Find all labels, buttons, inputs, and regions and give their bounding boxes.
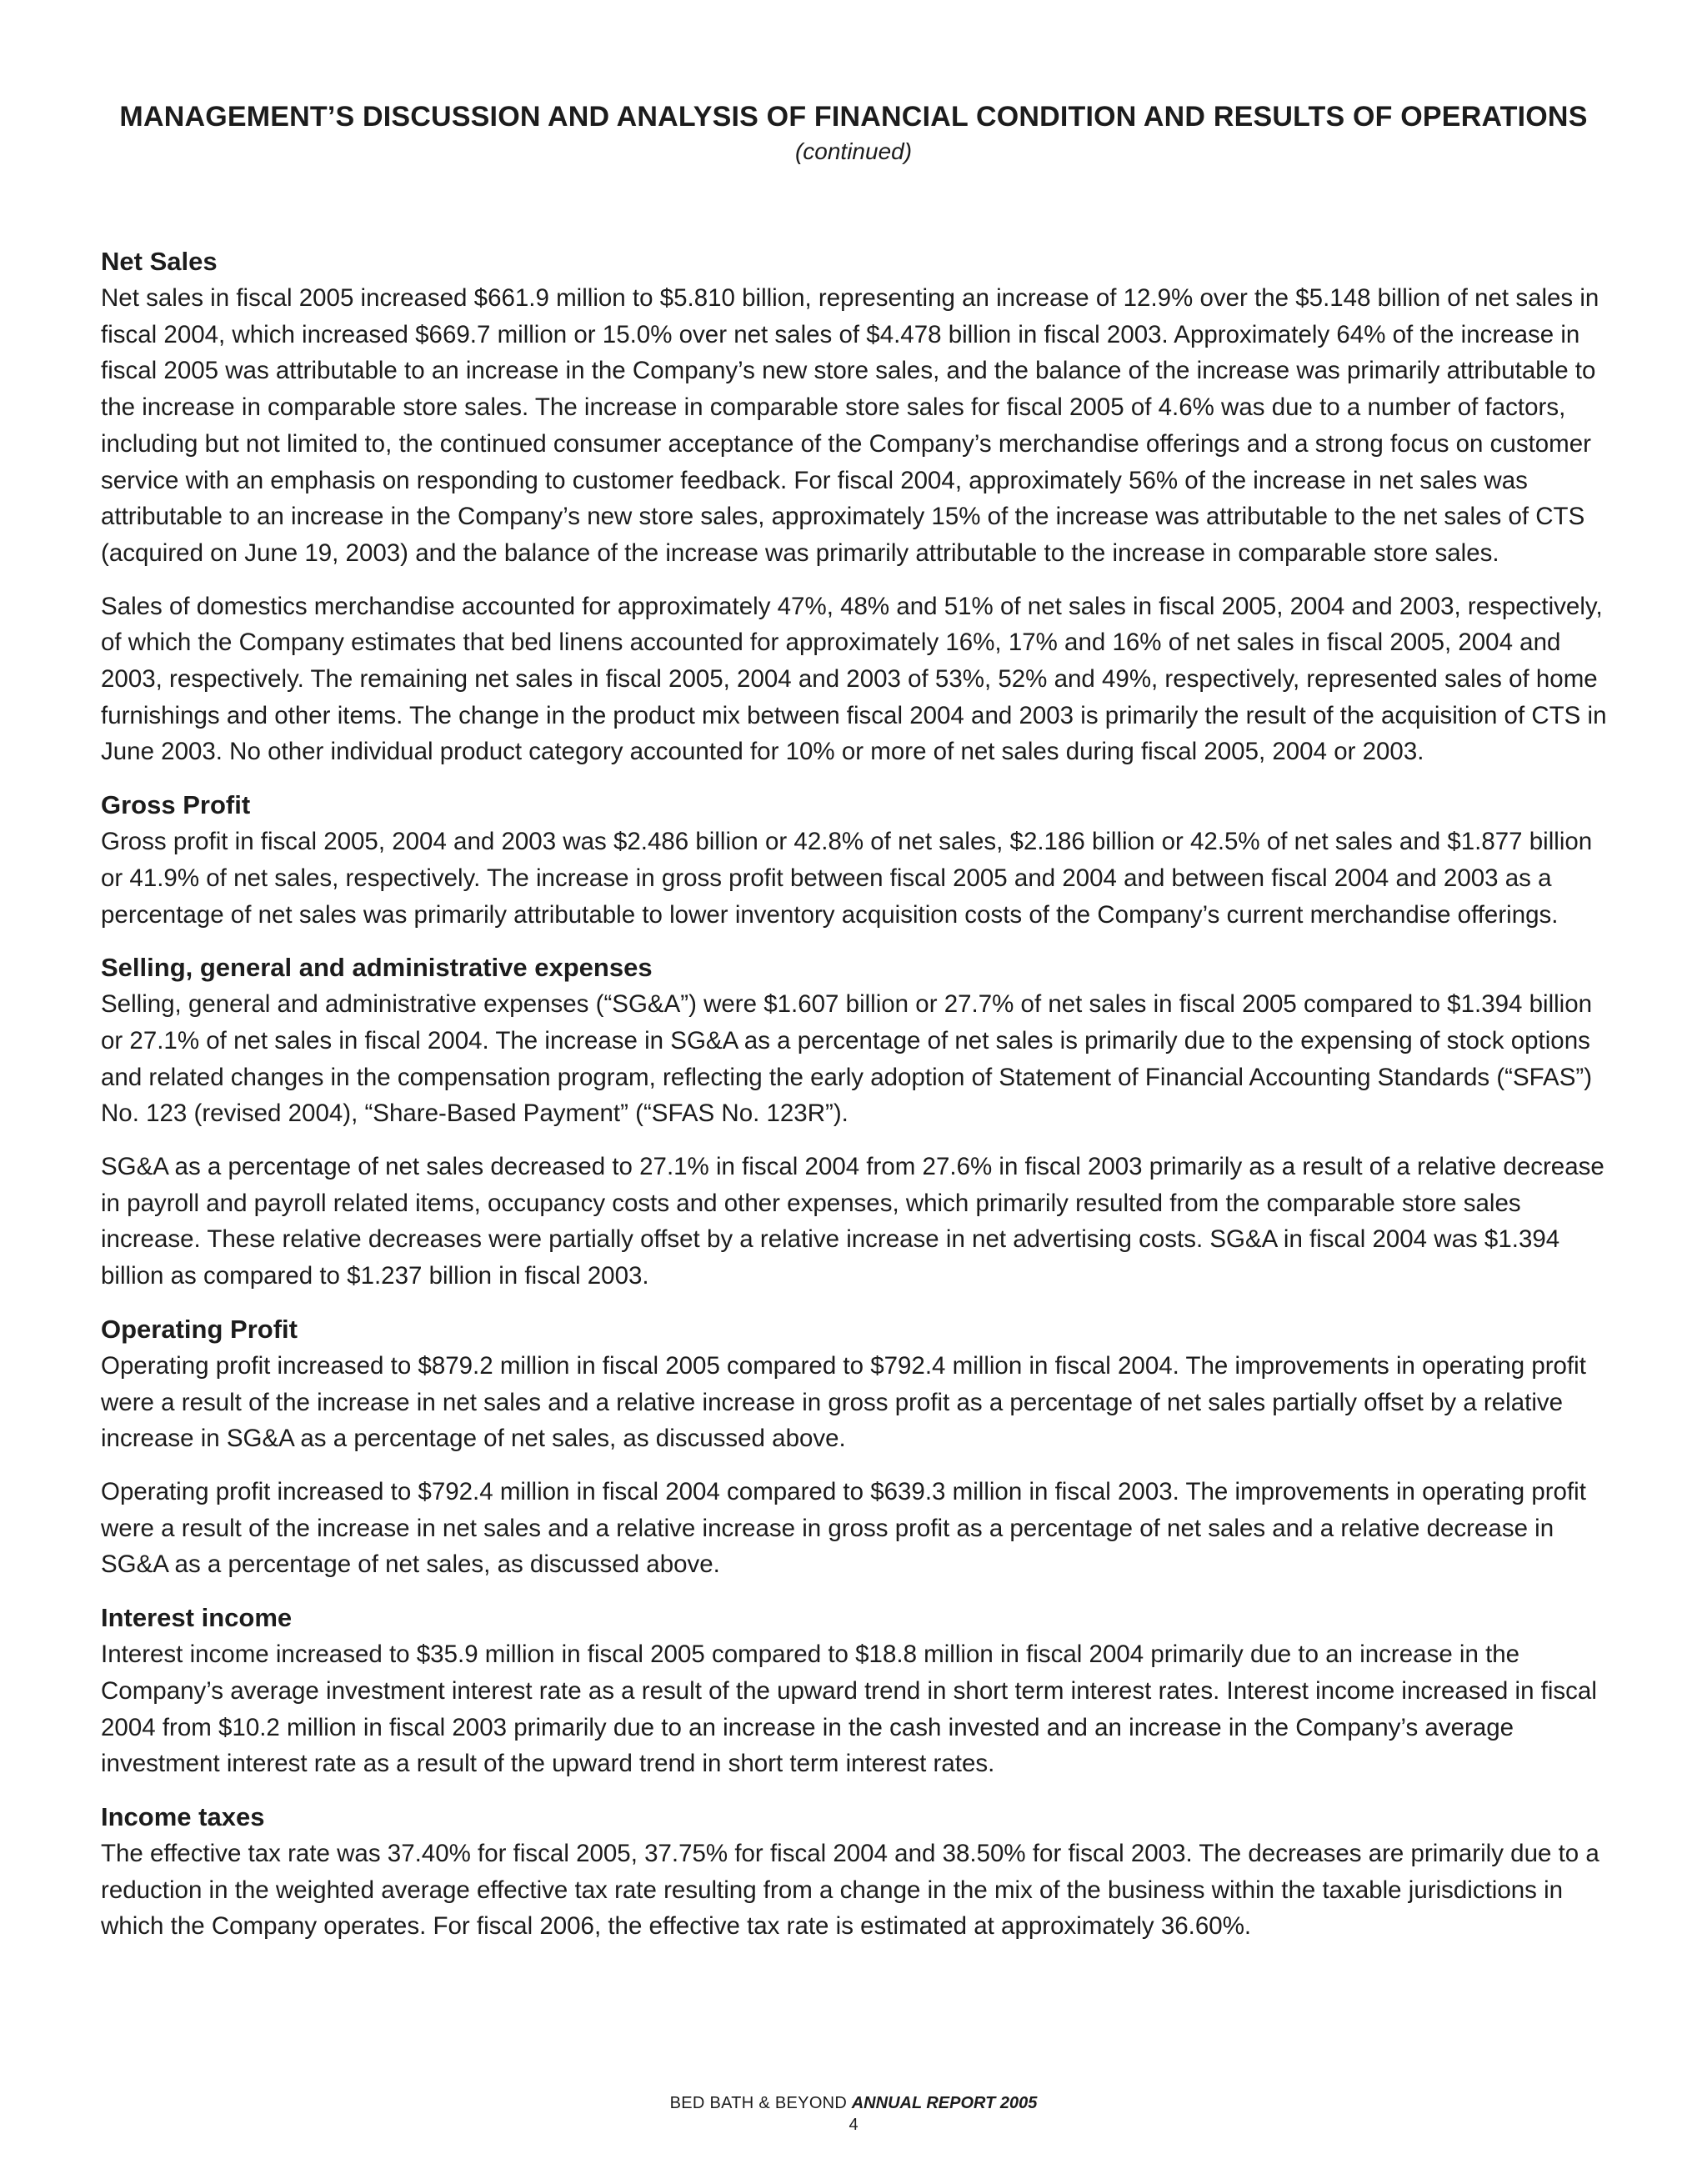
section-net-sales	[101, 243, 1618, 770]
section-operating-profit	[101, 1311, 1618, 1583]
paragraph: The effective tax rate was 37.40% for fiscal 2005, 37.75% for fiscal 2004 and 38.50% for fiscal 2003. The decreases are primarily due to a reduction in the weighted average effective tax rate resulting from a change in the mix of the business within the taxable jurisdictions in which the Company operates. For fiscal 2006, the effective tax rate is estimated at approximately 36.60%.	[101, 1839, 1599, 1941]
paragraph: SG&A as a percentage of net sales decreased to 27.1% in fiscal 2004 from 27.6% in fiscal 2003 primarily as a result of a relative decrease in payroll and payroll related items, occupancy costs and other expenses, which primarily resulted from the comparable store sales increase. These relative decreases were partially offset by a relative increase in net advertising costs. SG&A in fiscal 2004 was $1.394 billion as compared to $1.237 billion in fiscal 2003.	[101, 1153, 1604, 1290]
section-heading-operating-profit: Operating Profit	[101, 1314, 298, 1344]
section-interest-income	[101, 1600, 1618, 1782]
paragraph: Selling, general and administrative expenses (“SG&A”) were $1.607 billion or 27.7% of net sales in fiscal 2005 compared to $1.394 billion or 27.1% of net sales in fiscal 2004. The increase in SG&A as a percentage of net sales is primarily due to the expensing of stock options and related changes in the compensation program, reflecting the early adoption of Statement of Financial Accounting Standards (“SFAS”) No. 123 (revised 2004), “Share-Based Payment” (“SFAS No. 123R”).	[101, 990, 1593, 1128]
paragraph: Interest income increased to $35.9 million in fiscal 2005 compared to $18.8 million in fiscal 2004 primarily due to an increase in the Company’s average investment interest rate as a result of the upward trend in short term interest rates. Interest income increased in fiscal 2004 from $10.2 million in fiscal 2003 primarily due to an increase in the cash invested and an increase in the Company’s average investment interest rate as a result of the upward trend in short term interest rates.	[101, 1641, 1597, 1778]
section-gross-profit	[101, 787, 1618, 933]
paragraph: Net sales in fiscal 2005 increased $661.9 million to $5.810 billion, representing an increase of 12.9% over the $5.148 billion of net sales in fiscal 2004, which increased $669.7 million or 15.0% over net sales of $4.478 billion in fiscal 2003. Approximately 64% of the increase in fiscal 2005 was attributable to an increase in the Company’s new store sales, and the balance of the increase was primarily attributable to the increase in comparable store sales. The increase in comparable store sales for fiscal 2005 of 4.6% was due to a number of factors, including but not limited to, the continued consumer acceptance of the Company’s merchandise offerings and a strong focus on customer service with an emphasis on responding to customer feedback. For fiscal 2004, approximately 56% of the increase in net sales was attributable to an increase in the Company’s new store sales, approximately 15% of the increase was attributable to the net sales of CTS (acquired on June 19, 2003) and the balance of the increase was primarily attributable to the increase in comparable store sales.	[101, 284, 1599, 567]
page-number: 4	[848, 2116, 859, 2134]
paragraph: Sales of domestics merchandise accounted for approximately 47%, 48% and 51% of net sales in fiscal 2005, 2004 and 2003, respectively, of which the Company estimates that bed linens accounted for approximately 16%, 17% and 16% of net sales in fiscal 2005, 2004 and 2003, respectively. The remaining net sales in fiscal 2005, 2004 and 2003 of 53%, 52% and 49%, respectively, represented sales of home furnishings and other items. The change in the product mix between fiscal 2004 and 2003 is primarily the result of the acquisition of CTS in June 2003. No other individual product category accounted for 10% or more of net sales during fiscal 2005, 2004 or 2003.	[101, 592, 1607, 766]
section-sga	[101, 949, 1618, 1295]
section-heading-sga: Selling, general and administrative expenses	[101, 953, 653, 983]
section-heading-income-taxes: Income taxes	[101, 1801, 265, 1831]
footer-report-line	[0, 2092, 1707, 2114]
paragraph: Operating profit increased to $879.2 million in fiscal 2005 compared to $792.4 million in fiscal 2004. The improvements in operating profit were a result of the increase in net sales and a relative increase in gross profit as a percentage of net sales partially offset by a relative increase in SG&A as a percentage of net sales, as discussed above.	[101, 1351, 1586, 1453]
page-footer	[0, 2092, 1707, 2136]
section-heading-interest-income: Interest income	[101, 1603, 293, 1633]
section-heading-gross-profit: Gross Profit	[101, 790, 251, 820]
footer-brand: BED BATH & BEYOND	[669, 2094, 848, 2112]
section-income-taxes	[101, 1799, 1618, 1945]
paragraph: Operating profit increased to $792.4 million in fiscal 2004 compared to $639.3 million in fiscal 2003. The improvements in operating profit were a result of the increase in net sales and a relative increase in gross profit as a percentage of net sales and a relative decrease in SG&A as a percentage of net sales, as discussed above.	[101, 1477, 1586, 1579]
page-subtitle: (continued)	[794, 138, 913, 164]
page-header	[0, 98, 1707, 167]
section-heading-net-sales: Net Sales	[101, 247, 218, 276]
paragraph: Gross profit in fiscal 2005, 2004 and 2003 was $2.486 billion or 42.8% of net sales, $2.186 billion or 42.5% of net sales and $1.877 billion or 41.9% of net sales, respectively. The increase in gross profit between fiscal 2005 and 2004 and between fiscal 2004 and 2003 as a percentage of net sales was primarily attributable to lower inventory acquisition costs of the Company’s current merchandise offerings.	[101, 828, 1593, 929]
footer-report-title: ANNUAL REPORT 2005	[851, 2094, 1038, 2112]
page-title: MANAGEMENT’S DISCUSSION AND ANALYSIS OF FINANCIAL CONDITION AND RESULTS OF OPERATIONS	[119, 101, 1588, 133]
document-body	[101, 243, 1618, 1961]
